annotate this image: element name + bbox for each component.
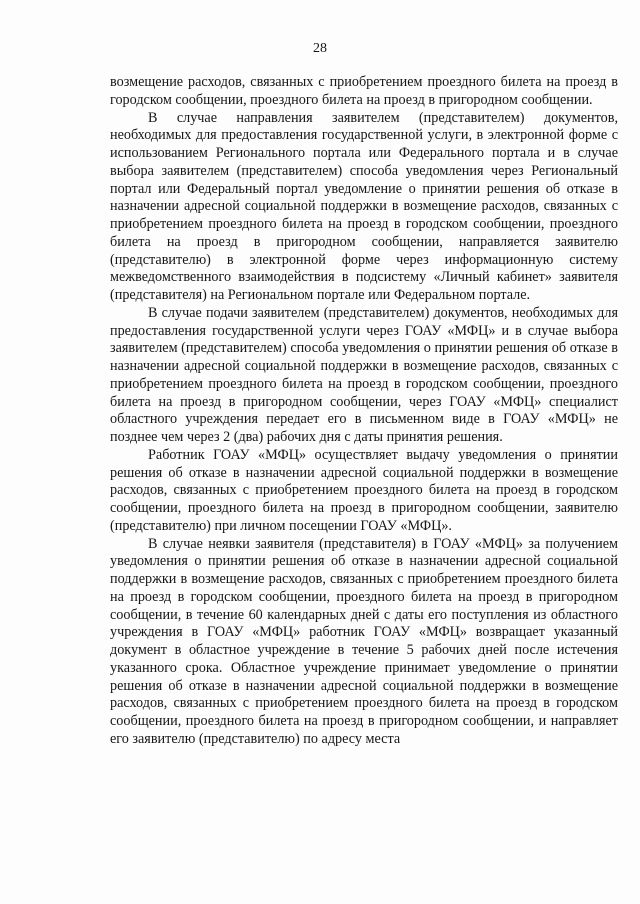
paragraph-4: Работник ГОАУ «МФЦ» осуществляет выдачу уведомления о принятии решения об отказе в назначении адресной социальной поддержки в возмещение расходов, связанных с приобретением проездного билета на проезд в городском сообщении, проездного билета на проезд в пригородном сообщении, заявителю (представителю) при личном посещении ГОАУ «МФЦ». xyxy=(110,446,618,534)
paragraph-5: В случае неявки заявителя (представителя) в ГОАУ «МФЦ» за получением уведомления о принятии решения об отказе в назначении адресной социальной поддержки в возмещение расходов, связанных с приобретением проездного билета на проезд в городском сообщении, проездного билета на проезд в пригородном сообщении, в течение 60 календарных дней с даты его поступления из областного учреждения в ГОАУ «МФЦ» работник ГОАУ «МФЦ» возвращает указанный документ в областное учреждение в течение 5 рабочих дней после истечения указанного срока. Областное учреждение принимает уведомление о принятии решения об отказе в назначении адресной социальной поддержки в возмещение расходов, связанных с приобретением проездного билета на проезд в городском сообщении, проездного билета на проезд в пригородном сообщении, и направляет его заявителю (представителю) по адресу места xyxy=(110,535,618,747)
paragraph-3: В случае подачи заявителем (представителем) документов, необходимых для предоставления государственной услуги через ГОАУ «МФЦ» и в случае выбора заявителем (представителем) способа уведомления о принятии решения об отказе в назначении адресной социальной поддержки в возмещение расходов, связанных с приобретением проездного билета на проезд в городском сообщении, проездного билета на проезд в пригородном сообщении, через ГОАУ «МФЦ» специалист областного учреждения передает его в письменном виде в ГОАУ «МФЦ» не позднее чем через 2 (два) рабочих дня с даты принятия решения. xyxy=(110,304,618,445)
page-number: 28 xyxy=(313,41,327,56)
paragraph-2: В случае направления заявителем (представителем) документов, необходимых для предоставления государственной услуги, в электронной форме с использованием Регионального портала или Федерального портала и в случае выбора заявителем (представителем) способа уведомления через Региональный портал или Федеральный портал уведомление о принятии решения об отказе в назначении адресной социальной поддержки в возмещение расходов, связанных с приобретением проездного билета на проезд в городском сообщении, проездного билета на проезд в пригородном сообщении, направляется заявителю (представителю) в электронной форме через информационную систему межведомственного взаимодействия в подсистему «Личный кабинет» заявителя (представителя) на Региональном портале или Федеральном портале. xyxy=(110,109,618,303)
document-body xyxy=(110,74,618,749)
paragraph-1: возмещение расходов, связанных с приобретением проездного билета на проезд в городском сообщении, проездного билета на проезд в пригородном сообщении. xyxy=(110,74,618,108)
